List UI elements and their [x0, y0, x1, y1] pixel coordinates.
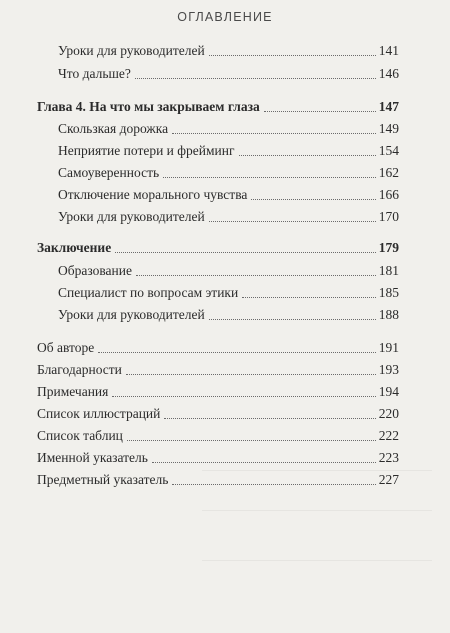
toc-leader-dots [242, 297, 376, 298]
toc-entry-title: Что дальше? [58, 66, 131, 81]
toc-entry [58, 41, 399, 59]
toc-entry-title: Уроки для руководителей [58, 43, 205, 58]
toc-leader-dots [163, 177, 376, 178]
toc-entry-title: Глава 4. На что мы закрываем глаза [37, 99, 260, 114]
toc-entry [37, 404, 399, 422]
toc-entry [37, 470, 399, 488]
toc-chapter-entry [37, 97, 399, 115]
toc-entry-title: Благодарности [37, 362, 122, 377]
toc-entry-title: Скользкая дорожка [58, 121, 169, 136]
toc-leader-dots [172, 484, 375, 485]
toc-leader-dots [209, 221, 376, 222]
toc-entry-title: Отключение морального чувства [58, 187, 248, 202]
toc-leader-dots [209, 319, 376, 320]
toc-entry-page: 220 [378, 406, 399, 421]
toc-leader-dots [127, 440, 376, 441]
toc-entry-page: 191 [378, 340, 399, 355]
toc-entry-title: Заключение [37, 240, 112, 255]
toc-entry-page: 149 [378, 121, 399, 136]
toc-entry [58, 163, 399, 181]
toc-leader-dots [98, 352, 376, 353]
toc-leader-dots [112, 396, 375, 397]
toc-entry-page: 194 [378, 384, 399, 399]
toc-entry [37, 360, 399, 378]
toc-entry-title: Уроки для руководителей [58, 209, 205, 224]
toc-entry-title: Список иллюстраций [37, 406, 161, 421]
toc-entry-title: Об авторе [37, 340, 95, 355]
toc-entry-page: 179 [378, 240, 399, 255]
toc-entry [58, 261, 399, 279]
toc-entry-title: Именной указатель [37, 450, 148, 465]
toc-leader-dots [264, 111, 376, 112]
toc-leader-dots [251, 199, 375, 200]
toc-entry-page: 193 [378, 362, 399, 377]
toc-entry [37, 382, 399, 400]
toc-entry [58, 305, 399, 323]
toc-chapter-entry [37, 238, 399, 256]
toc-entry-title: Предметный указатель [37, 472, 169, 487]
toc-entry-title: Специалист по вопросам этики [58, 285, 239, 300]
toc-entry [58, 207, 399, 225]
toc-entry [58, 119, 399, 137]
toc-entry-page: 170 [378, 209, 399, 224]
toc-entry-page: 227 [378, 472, 399, 487]
toc-entry-page: 141 [378, 43, 399, 58]
toc-entry [37, 426, 399, 444]
toc-entry [37, 338, 399, 356]
toc-entry-page: 162 [378, 165, 399, 180]
toc-leader-dots [126, 374, 376, 375]
toc-entry-title: Примечания [37, 384, 109, 399]
toc-leader-dots [115, 252, 376, 253]
toc-entry-page: 185 [378, 285, 399, 300]
toc-leader-dots [135, 78, 376, 79]
toc-leader-dots [164, 418, 375, 419]
toc-entry-page: 222 [378, 428, 399, 443]
toc-leader-dots [152, 462, 376, 463]
toc-entry-page: 154 [378, 143, 399, 158]
toc-leader-dots [172, 133, 376, 134]
bleed-through-line [202, 560, 432, 561]
page-header: ОГЛАВЛЕНИЕ [177, 10, 273, 24]
toc-entry-page: 146 [378, 66, 399, 81]
toc-entry-page: 181 [378, 263, 399, 278]
toc-entry-title: Самоуверенность [58, 165, 160, 180]
toc-entry [58, 141, 399, 159]
toc-entry-title: Неприятие потери и фрейминг [58, 143, 235, 158]
toc-entry [58, 64, 399, 82]
toc-entry-page: 147 [378, 99, 399, 114]
toc-leader-dots [209, 55, 376, 56]
toc-entry-page: 188 [378, 307, 399, 322]
toc-entry [58, 283, 399, 301]
toc-entry [58, 185, 399, 203]
toc-entry-title: Список таблиц [37, 428, 123, 443]
toc-entry-title: Уроки для руководителей [58, 307, 205, 322]
toc-entry-page: 166 [378, 187, 399, 202]
toc-leader-dots [239, 155, 376, 156]
toc-leader-dots [136, 275, 376, 276]
bleed-through-line [202, 510, 432, 511]
toc-entry-page: 223 [378, 450, 399, 465]
toc-entry [37, 448, 399, 466]
toc-entry-title: Образование [58, 263, 132, 278]
